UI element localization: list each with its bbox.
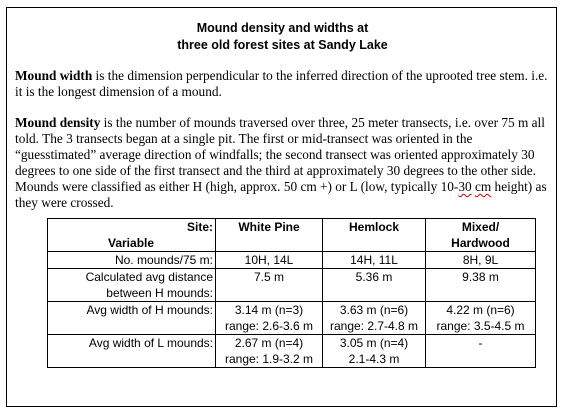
row-label: No. mounds/75 m: xyxy=(48,252,216,269)
cell-mixed-hardwood: 9.38 m xyxy=(426,269,536,302)
table-row xyxy=(48,302,536,335)
cell-white-pine: 10H, 14L xyxy=(216,252,323,269)
header-mixed-hardwood-cell xyxy=(426,219,536,252)
cell-line-1: 3.14 m (n=3) xyxy=(234,303,304,317)
cell-white-pine xyxy=(216,302,323,335)
header-site-variable-cell xyxy=(48,219,216,252)
cell-mixed-hardwood: - xyxy=(426,335,536,368)
row-label: Avg width of L mounds: xyxy=(48,335,216,368)
mound-width-definition: is the dimension perpendicular to the inferred direction of the uprooted tree stem. i.e. it is the longest dimension of a mound. xyxy=(15,68,548,99)
cell-line-2: range: 2.7-4.8 m xyxy=(329,319,419,333)
cell-hemlock: 14H, 11L xyxy=(323,252,426,269)
cell-hemlock: 5.36 m xyxy=(323,269,426,302)
cell-line-2: range: 2.6-3.6 m xyxy=(224,319,314,333)
cell-hemlock xyxy=(323,335,426,368)
header-variable-label: Variable xyxy=(108,236,155,250)
header-site-label: Site: xyxy=(186,220,213,234)
cell-hemlock xyxy=(323,302,426,335)
header-hemlock: Hemlock xyxy=(323,219,426,252)
row-label-cell xyxy=(48,269,216,302)
mound-density-text-5: height) as they were crossed. xyxy=(15,179,547,210)
header-white-pine: White Pine xyxy=(216,219,323,252)
mound-density-text-2: 30 xyxy=(458,179,472,194)
cell-line-1: 3.63 m (n=6) xyxy=(339,303,409,317)
mound-density-paragraph xyxy=(15,115,550,211)
mound-density-term: Mound density xyxy=(15,115,101,130)
title-line-1: Mound density and widths at xyxy=(196,21,369,35)
mound-width-paragraph xyxy=(15,68,550,100)
table-header-row xyxy=(48,219,536,252)
cell-white-pine: 7.5 m xyxy=(216,269,323,302)
cell-line-2: range: 1.9-3.2 m xyxy=(224,352,314,366)
mound-density-text-4: cm xyxy=(474,179,492,194)
title-line-2: three old forest sites at Sandy Lake xyxy=(177,38,388,52)
table-row xyxy=(48,335,536,368)
row-label-line-2: between H mounds: xyxy=(106,286,213,300)
cell-mixed-hardwood: 8H, 9L xyxy=(426,252,536,269)
header-mixed-line-1: Mixed/ xyxy=(461,220,500,234)
cell-line-1: 4.22 m (n=6) xyxy=(446,303,515,317)
cell-line-1: 2.67 m (n=4) xyxy=(234,336,304,350)
mound-data-table xyxy=(47,218,536,368)
mound-width-term: Mound width xyxy=(15,68,93,83)
cell-line-2: 2.1-4.3 m xyxy=(348,352,400,366)
header-mixed-line-2: Hardwood xyxy=(451,236,510,250)
table-row xyxy=(48,252,536,269)
cell-mixed-hardwood xyxy=(426,302,536,335)
cell-line-1: 3.05 m (n=4) xyxy=(339,336,409,350)
cell-line-2: range: 3.5-4.5 m xyxy=(436,319,525,333)
row-label-line-1: Calculated avg distance xyxy=(85,270,213,284)
cell-white-pine xyxy=(216,335,323,368)
row-label: Avg width of H mounds: xyxy=(48,302,216,335)
mound-density-text-1: is the number of mounds traversed over three, 25 meter transects, i.e. over 75 m all told. The 3 transects began at a single pit. The first or mid-transect was oriented in the “guesstimated” average direction of windfalls; the second transect was oriented approximately 30 degrees to one side of the first transect and the third at approximately 30 degrees to the other side. Mounds were classified as either H (high, approx. 50 cm +) or L (low, typically 10- xyxy=(15,115,545,194)
table-row xyxy=(48,269,536,302)
